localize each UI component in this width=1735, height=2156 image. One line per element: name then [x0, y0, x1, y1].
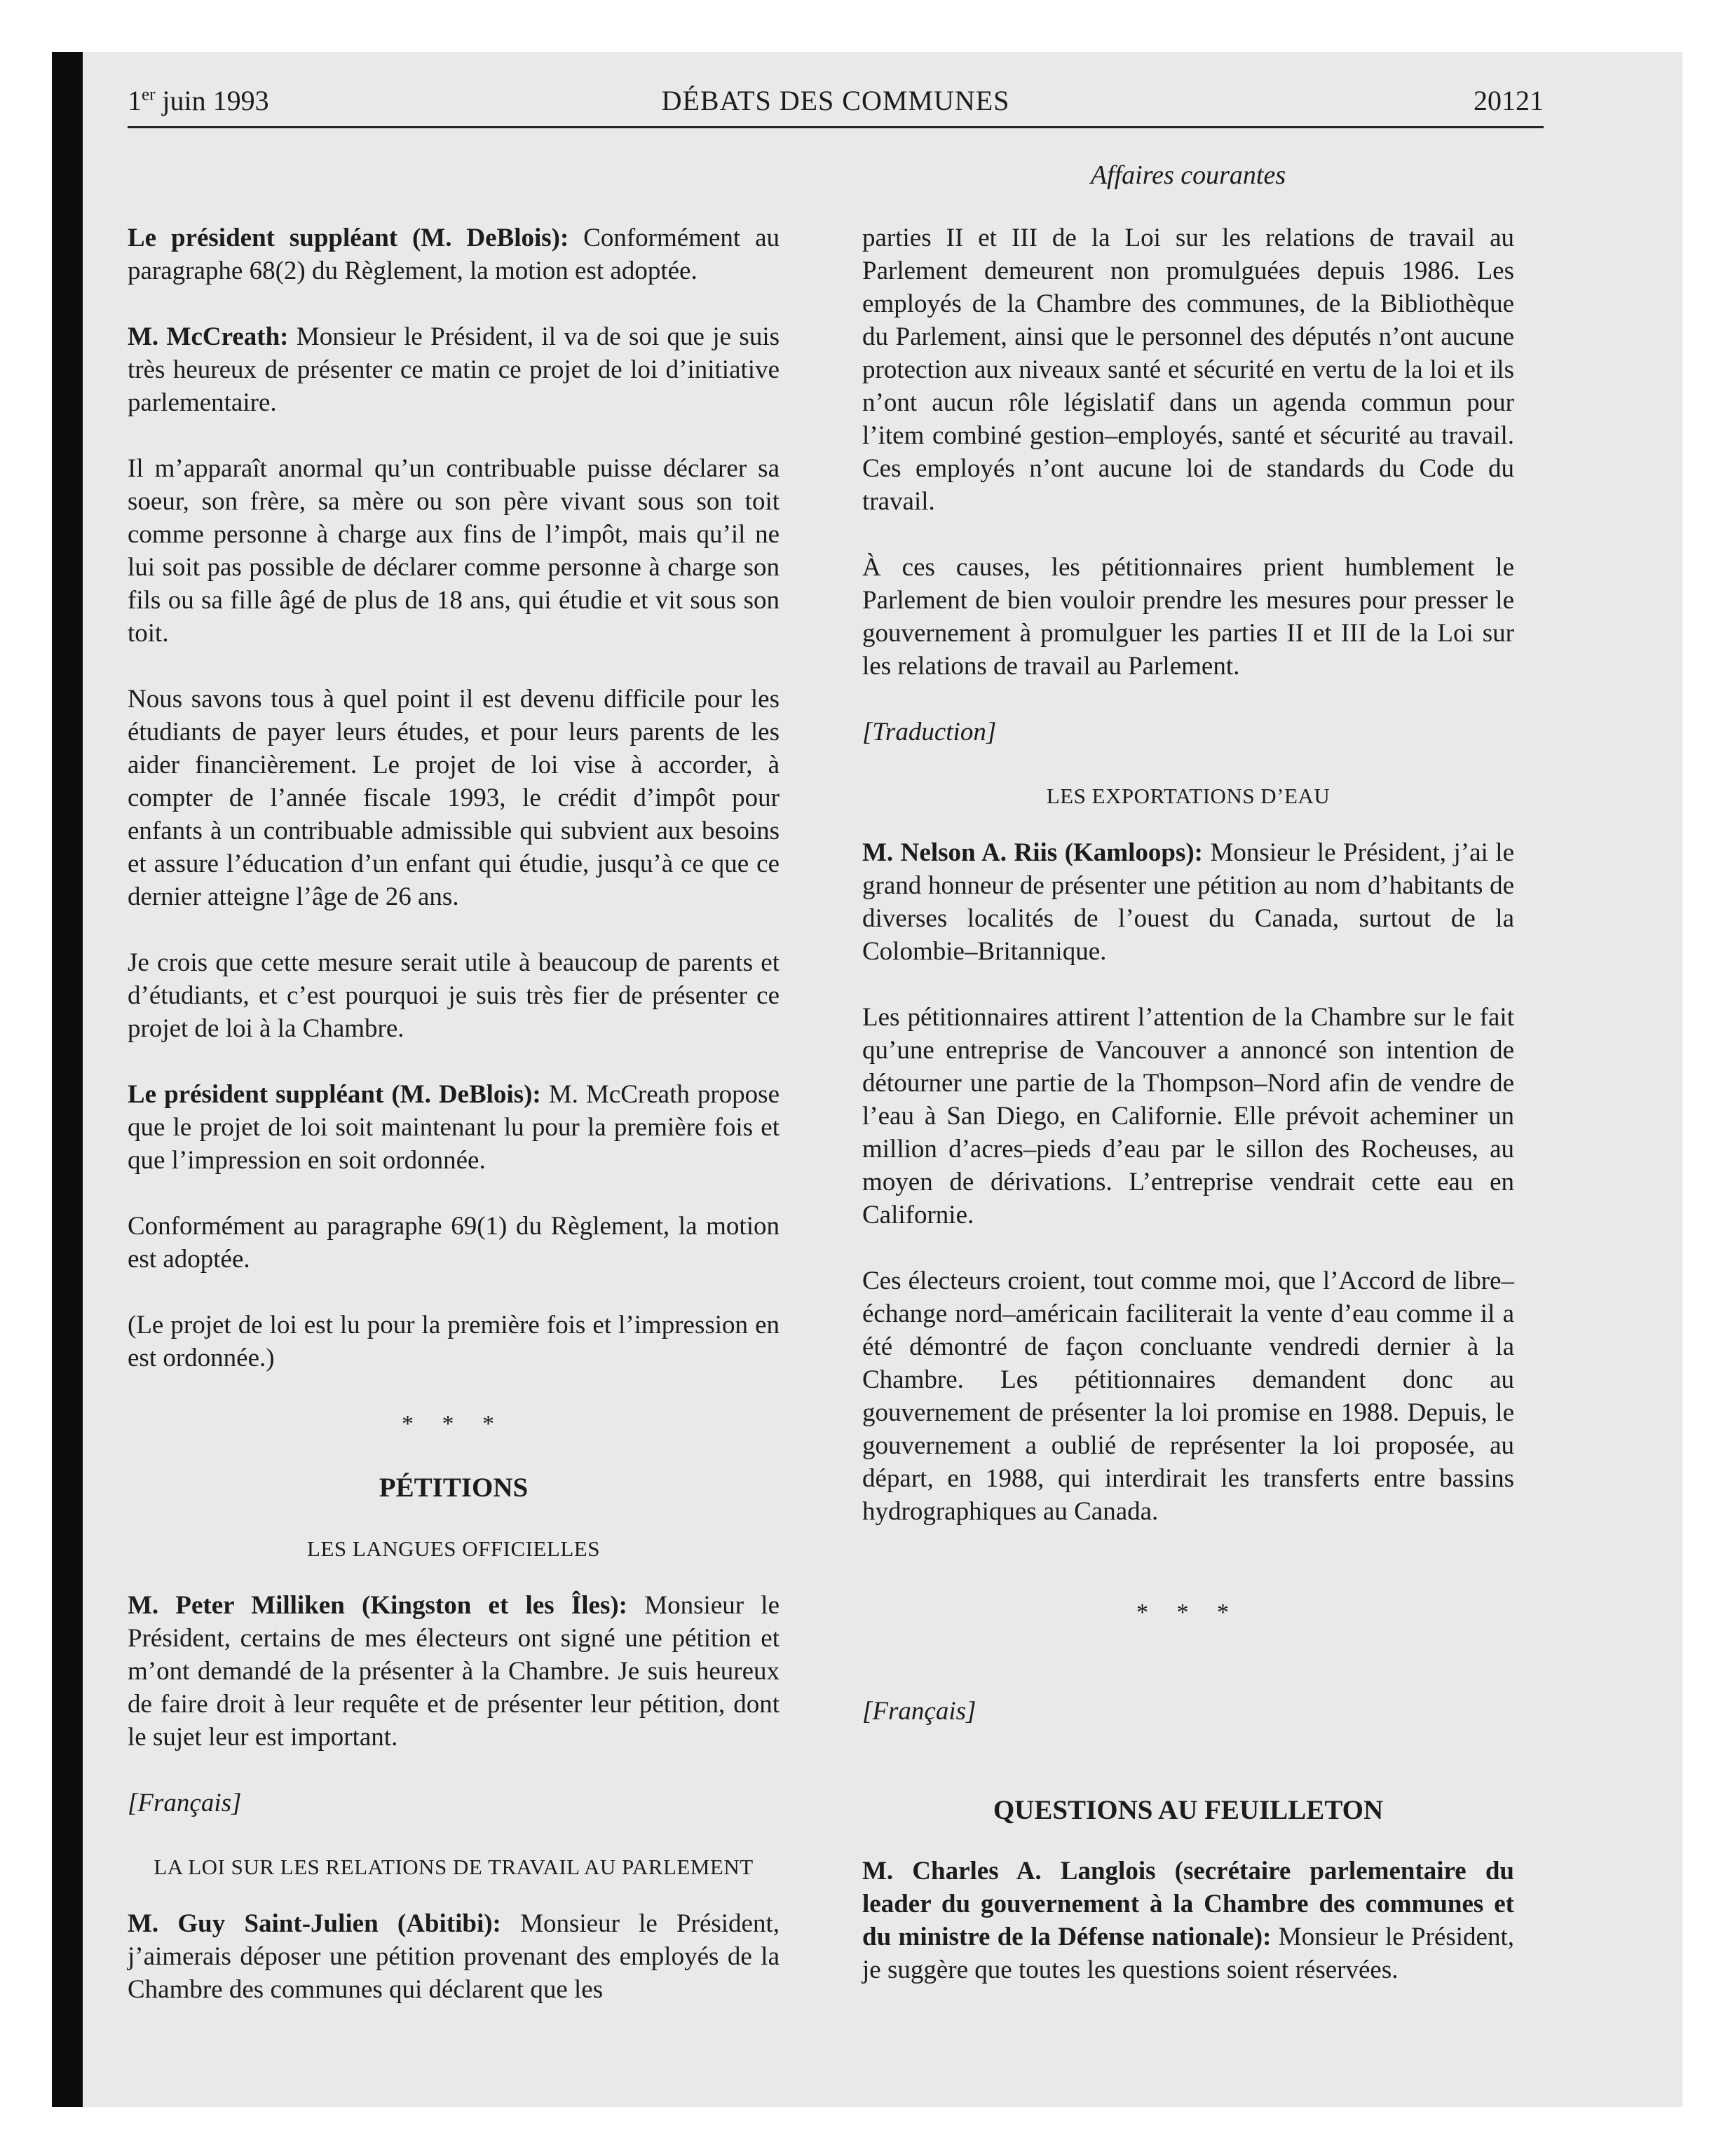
- scan-border: [52, 52, 83, 2107]
- speaker-name: M. Peter Milliken (Kingston et les Îles):: [128, 1591, 627, 1620]
- section-divider: * * *: [1136, 1599, 1240, 1625]
- paragraph: Les pétitionnaires attirent l’attention de la Chambre sur le fait qu’une entreprise de Vancouver a annoncé son intention de détourner une partie de la Thompson–Nord afin de vendre de l’eau à San Diego, en Californie. Elle prévoit acheminer un million d’acres–pieds d’eau par le sillon des Rocheuses, au moyen de dérivations. L’entreprise vendrait cette eau en Californie.: [862, 1003, 1514, 1229]
- paragraph: Le président suppléant (M. DeBlois): M. McCreath propose que le projet de loi soit maintenant lu pour la première fois et que l’impression en soit ordonnée.: [128, 1080, 780, 1175]
- paragraph: Ces électeurs croient, tout comme moi, que l’Accord de libre–échange nord–américain faciliterait la vente d’eau comme il a été démontré de façon concluante vendredi dernier à la Chambre. Les pétitionnaires demandent donc au gouvernement de présenter la loi promise en 1988. Depuis, le gouvernement a oublié de représenter la loi proposée, au départ, en 1988, qui interdirait les transferts entre bassins hydrographiques au Canada.: [862, 1267, 1514, 1526]
- subsection-heading: LES LANGUES OFFICIELLES: [307, 1536, 600, 1561]
- paragraph: parties II et III de la Loi sur les relations de travail au Parlement demeurent non promulguées depuis 1986. Les employés de la Chambre des communes, de la Bibliothèque du Parlement, ainsi que le personnel des députés n’ont aucune protection aux niveaux santé et sécurité en vertu de la loi et ils n’ont aucun rôle législatif dans un agenda commun pour l’item combiné gestion–employés, santé et sécurité au travail. Ces employés n’ont aucune loi de standards du Code du travail.: [862, 224, 1514, 516]
- language-note: [Français]: [128, 1789, 242, 1817]
- language-note: [Français]: [862, 1697, 977, 1726]
- right-column: [862, 221, 1514, 2019]
- header-date: 1er juin 1993: [128, 85, 269, 116]
- speaker-name: M. McCreath:: [128, 322, 289, 351]
- paragraph: M. Peter Milliken (Kingston et les Îles): Monsieur le Président, certains de mes électeurs ont signé une pétition et m’ont demandé de la présenter à la Chambre. Je suis heureux de faire droit à leur requête et de présenter leur pétition, dont le sujet leur est important.: [128, 1591, 780, 1752]
- header-title: DÉBATS DES COMMUNES: [661, 85, 1010, 116]
- header-page-number: 20121: [1474, 85, 1544, 116]
- paragraph: M. Nelson A. Riis (Kamloops): Monsieur le Président, j’ai le grand honneur de présenter une pétition au nom d’habitants de diverses localités de l’ouest du Canada, surtout de la Colombie–Britannique.: [862, 838, 1515, 966]
- header-rule: [128, 126, 1544, 128]
- paragraph: À ces causes, les pétitionnaires prient humblement le Parlement de bien vouloir prendre les mesures pour presser le gouvernement à promulguer les parties II et III de la Loi sur les relations de travail au Parlement.: [862, 553, 1514, 681]
- section-divider: * * *: [402, 1411, 505, 1437]
- spacer: [862, 1561, 1514, 1596]
- section-heading: QUESTIONS AU FEUILLETON: [993, 1795, 1384, 1825]
- running-head: Affaires courantes: [1090, 161, 1286, 190]
- speaker-name: M. Guy Saint-Julien (Abitibi):: [128, 1909, 501, 1938]
- language-note: [Traduction]: [862, 718, 997, 746]
- speaker-name: Le président suppléant (M. DeBlois):: [128, 224, 569, 252]
- subsection-heading: LES EXPORTATIONS D’EAU: [1046, 784, 1331, 808]
- spacer: [862, 1660, 1514, 1695]
- speaker-name: Le président suppléant (M. DeBlois):: [128, 1080, 541, 1109]
- paragraph: Conformément au paragraphe 69(1) du Règlement, la motion est adoptée.: [128, 1212, 780, 1274]
- paragraph: Il m’apparaît anormal qu’un contribuable puisse déclarer sa soeur, son frère, sa mère ou son père vivant sous son toit comme personne à charge aux fins de l’impôt, mais qu’il ne lui soit pas possible de déclarer comme personne à charge son fils ou sa fille âgé de plus de 18 ans, qui étudie et vit sous son toit.: [128, 454, 780, 648]
- paragraph: Le président suppléant (M. DeBlois): Conformément au paragraphe 68(2) du Règlement, la motion est adoptée.: [128, 224, 780, 285]
- spacer: [862, 1759, 1514, 1794]
- paragraph: (Le projet de loi est lu pour la première fois et l’impression en est ordonnée.): [128, 1311, 780, 1372]
- paragraph: Je crois que cette mesure serait utile à beaucoup de parents et d’étudiants, et c’est pourquoi je suis très fier de présenter ce projet de loi à la Chambre.: [128, 948, 780, 1043]
- paragraph: Nous savons tous à quel point il est devenu difficile pour les étudiants de payer leurs études, et pour leurs parents de les aider financièrement. Le projet de loi vise à accorder, à compter de l’année fiscale 1993, le crédit d’impôt pour enfants à un contribuable admissible qui subvient aux besoins et assure l’éducation d’un enfant qui étudie, jusqu’à ce que ce dernier atteigne l’âge de 26 ans.: [128, 685, 780, 911]
- section-heading: PÉTITIONS: [379, 1473, 529, 1503]
- page-header: [128, 84, 1544, 125]
- paragraph: M. Charles A. Langlois (secrétaire parlementaire du leader du gouvernement à la Chambre des communes et du ministre de la Défense nationale): Monsieur le Président, je suggère que toutes les questions soient réservées.: [862, 1857, 1514, 1984]
- paragraph: M. Guy Saint-Julien (Abitibi): Monsieur le Président, j’aimerais déposer une pétition provenant des employés de la Chambre des communes qui déclarent que les: [128, 1909, 780, 2004]
- paragraph: M. McCreath: Monsieur le Président, il va de soi que je suis très heureux de présenter ce matin ce projet de loi d’initiative parlementaire.: [128, 322, 780, 417]
- subsection-heading: LA LOI SUR LES RELATIONS DE TRAVAIL AU PARLEMENT: [154, 1855, 754, 1879]
- speaker-name: M. Charles A. Langlois (secrétaire parlementaire du leader du gouvernement à la Chambre des communes et du ministre de la Défense nationale):: [862, 1857, 1514, 1951]
- left-column: [128, 221, 780, 2039]
- speaker-name: M. Nelson A. Riis (Kamloops):: [862, 838, 1204, 867]
